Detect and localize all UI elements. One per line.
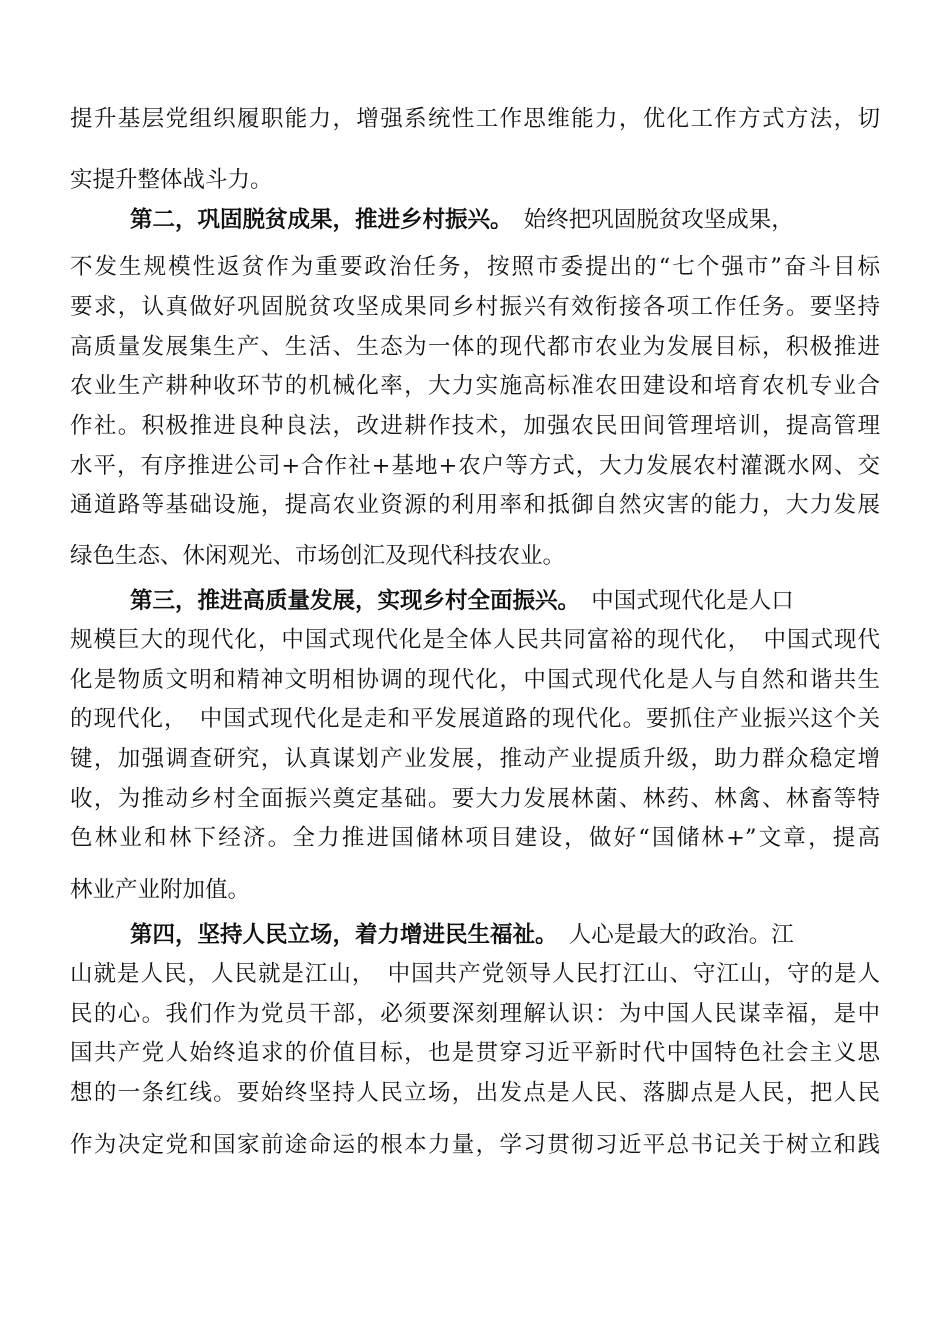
- paragraph-line: 想的一条红线。要始终坚持人民立场，出发点是人民、落脚点是人民，把人民: [70, 1080, 880, 1106]
- paragraph-text: 人心是最大的政治。江: [568, 922, 794, 948]
- paragraph-line: 收，为推动乡村全面振兴奠定基础。要大力发展林菌、林药、林禽、林畜等特: [70, 786, 880, 812]
- section-heading: 第二，巩固脱贫成果，推进乡村振兴。: [130, 207, 502, 233]
- paragraph-line: 高质量发展集生产、生活、生态为一体的现代都市农业为发展目标，积极推进: [70, 334, 880, 360]
- paragraph-line: 作社。积极推进良种良法，改进耕作技术，加强农民田间管理培训，提高管理: [70, 413, 880, 439]
- paragraph-line: 绿色生态、休闲观光、市场创汇及现代科技农业。: [70, 543, 566, 569]
- paragraph-line: 林业产业附加值。: [70, 877, 251, 903]
- section-heading: 第四，坚持人民立场，着力增进民生福祉。: [130, 922, 547, 948]
- paragraph-line: 化是物质文明和精神文明相协调的现代化，中国式现代化是人与自然和谐共生: [70, 667, 880, 693]
- paragraph-line: 实提升整体战斗力。: [70, 167, 273, 193]
- paragraph-line: 规模巨大的现代化，中国式现代化是全体人民共同富裕的现代化， 中国式现代: [70, 627, 880, 653]
- paragraph-line: 山就是人民，人民就是江山， 中国共产党领导人民打江山、守江山，守的是人: [70, 961, 880, 987]
- paragraph-text: 中国式现代化是人口: [591, 588, 794, 614]
- paragraph-line: 通道路等基础设施，提高农业资源的利用率和抵御自然灾害的能力，大力发展: [70, 492, 880, 518]
- paragraph-line: 水平，有序推进公司+合作社+基地+农户等方式，大力发展农村灌溉水网、交: [70, 453, 880, 479]
- paragraph-line: 不发生规模性返贫作为重要政治任务，按照市委提出的“七个强市”奋斗目标: [70, 254, 880, 280]
- paragraph-text: 始终把巩固脱贫攻坚成果，: [523, 207, 794, 233]
- paragraph-first-line: [130, 205, 880, 235]
- paragraph-line: 农业生产耕种收环节的机械化率，大力实施高标准农田建设和培育农机专业合: [70, 373, 880, 399]
- paragraph-line: 的现代化， 中国式现代化是走和平发展道路的现代化。要抓住产业振兴这个关: [70, 706, 880, 732]
- paragraph-line: 作为决定党和国家前途命运的根本力量，学习贯彻习近平总书记关于树立和践: [70, 1132, 880, 1158]
- section-heading: 第三，推进高质量发展，实现乡村全面振兴。: [130, 588, 569, 614]
- paragraph-line: 要求，认真做好巩固脱贫攻坚成果同乡村振兴有效衔接各项工作任务。要坚持: [70, 294, 880, 320]
- paragraph-line: 提升基层党组织履职能力，增强系统性工作思维能力，优化工作方式方法，切: [70, 106, 880, 132]
- paragraph-line: 国共产党人始终追求的价值目标，也是贯穿习近平新时代中国特色社会主义思: [70, 1040, 880, 1066]
- paragraph-line: 色林业和林下经济。全力推进国储林项目建设，做好“国储林+”文章，提高: [70, 825, 880, 851]
- paragraph-first-line: [130, 586, 880, 616]
- paragraph-first-line: [130, 920, 880, 950]
- paragraph-line: 键，加强调查研究，认真谋划产业发展，推动产业提质升级，助力群众稳定增: [70, 746, 880, 772]
- paragraph-line: 民的心。我们作为党员干部，必须要深刻理解认识：为中国人民谋幸福，是中: [70, 1001, 880, 1027]
